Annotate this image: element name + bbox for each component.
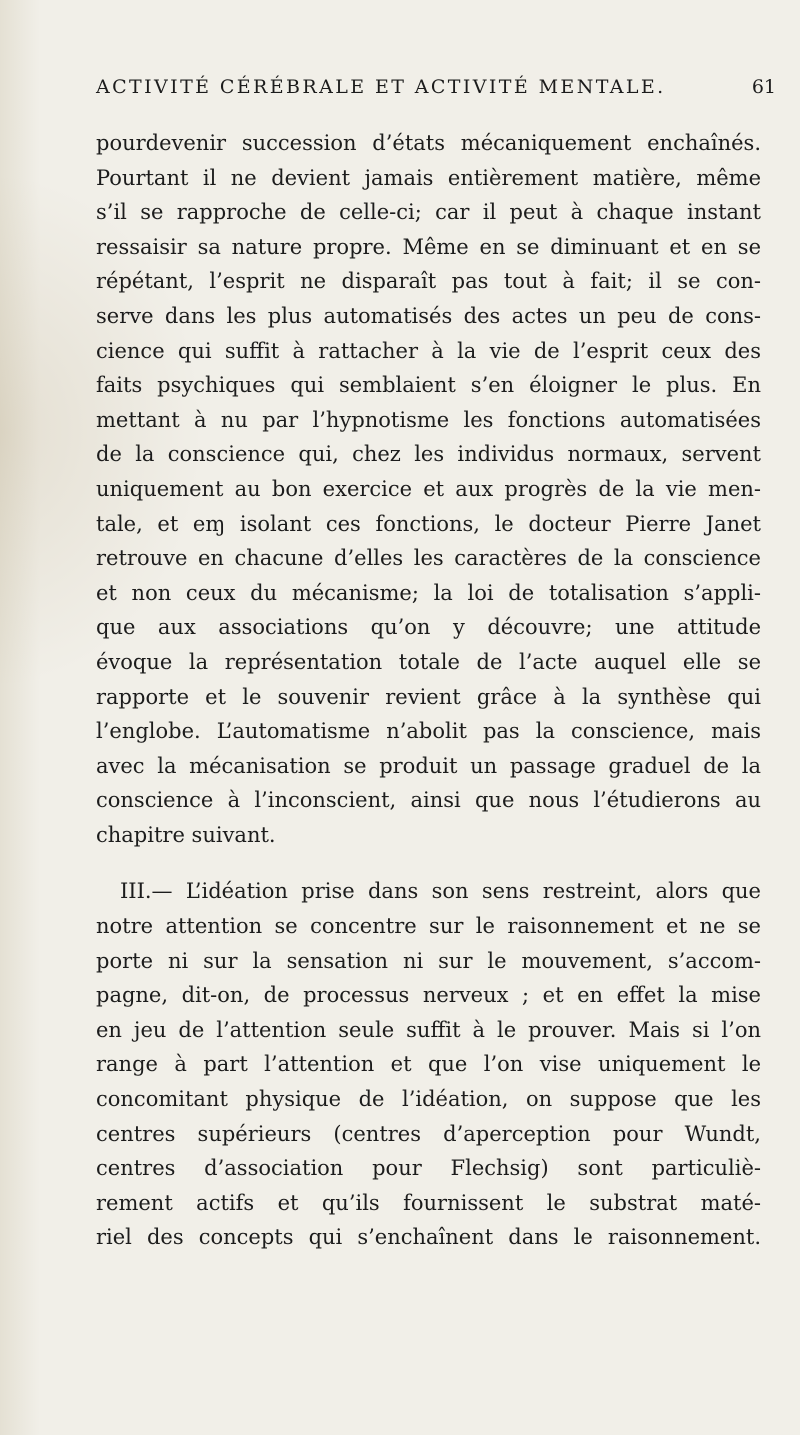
text-line: range à part l’attention et que l’on vise uniquement le	[96, 1052, 761, 1077]
text-line: répétant, l’esprit ne disparaît pas tout à fait; il se con-	[96, 269, 761, 294]
text-line: pagne, dit-on, de processus nerveux ; et en effet la mise	[96, 983, 761, 1008]
text-line: uniquement au bon exercice et aux progrès de la vie men-	[96, 476, 761, 501]
text-line: tale, et eɱ isolant ces fonctions, le docteur Pierre Janet	[96, 511, 761, 536]
text-line: concomitant physique de l’idéation, on suppose que les	[96, 1087, 761, 1112]
text-line: que aux associations qu’on y découvre; une attitude	[96, 615, 761, 640]
paragraph-1	[96, 126, 761, 852]
text-line: faits psychiques qui semblaient s’en éloigner le plus. En	[96, 373, 761, 398]
text-line: rement actifs et qu’ils fournissent le substrat maté-	[96, 1190, 761, 1215]
text-line: ressaisir sa nature propre. Même en se diminuant et en se	[96, 234, 761, 259]
text-line: centres supérieurs (centres d’aperception pour Wundt,	[96, 1121, 761, 1146]
text-line: chapitre suivant.	[96, 822, 276, 847]
body-text	[96, 126, 761, 1255]
text-line: cience qui suffit à rattacher à la vie de l’esprit ceux des	[96, 338, 761, 363]
text-line: III.— L’idéation prise dans son sens restreint, alors que	[120, 879, 761, 904]
text-line: notre attention se concentre sur le raisonnement et ne se	[96, 914, 761, 939]
text-line: Pourtant il ne devient jamais entièrement matière, même	[96, 165, 761, 190]
text-line: riel des concepts qui s’enchaînent dans le raisonnement.	[96, 1225, 761, 1250]
text-line: avec la mécanisation se produit un passage graduel de la	[96, 753, 761, 778]
page-number: 61	[751, 76, 776, 98]
text-line: conscience à l’inconscient, ainsi que nous l’étudierons au	[96, 788, 761, 813]
paragraph-2	[96, 874, 761, 1255]
text-line: porte ni sur la sensation ni sur le mouvement, s’accom-	[96, 948, 761, 973]
text-line: et non ceux du mécanisme; la loi de totalisation s’appli-	[96, 580, 761, 605]
text-line: en jeu de l’attention seule suffit à le prouver. Mais si l’on	[96, 1017, 761, 1042]
text-line: de la conscience qui, chez les individus normaux, servent	[96, 442, 761, 467]
text-line: l’englobe. L’automatisme n’abolit pas la conscience, mais	[96, 719, 761, 744]
paragraph-gap	[96, 852, 761, 874]
text-line: rapporte et le souvenir revient grâce à la synthèse qui	[96, 684, 761, 709]
text-line: évoque la représentation totale de l’acte auquel elle se	[96, 649, 761, 674]
text-line: retrouve en chacune d’elles les caractères de la conscience	[96, 546, 761, 571]
running-head	[96, 76, 776, 108]
text-line: mettant à nu par l’hypnotisme les fonctions automatisées	[96, 407, 761, 432]
text-line: centres d’association pour Flechsig) sont particuliè-	[96, 1156, 761, 1181]
text-line: pourdevenir succession d’états mécaniquement enchaînés.	[96, 131, 761, 155]
running-head-title: ACTIVITÉ CÉRÉBRALE ET ACTIVITÉ MENTALE.	[96, 76, 666, 98]
text-line: s’il se rapproche de celle-ci; car il peut à chaque instant	[96, 200, 761, 225]
text-line: serve dans les plus automatisés des actes un peu de cons-	[96, 303, 761, 328]
